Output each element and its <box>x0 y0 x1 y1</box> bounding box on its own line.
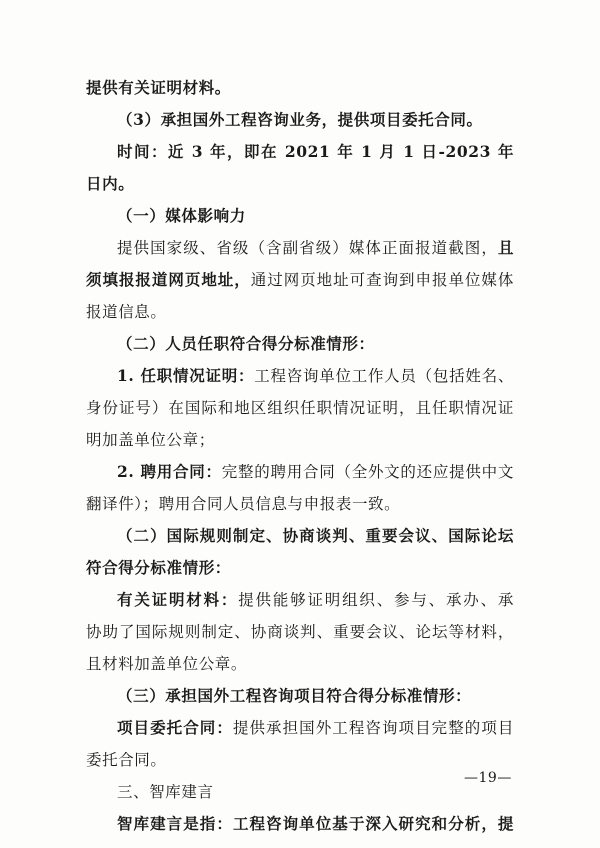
text-regular: 且材料加盖单位公章。 <box>86 655 248 673</box>
text-regular: 完整的聘用合同（全外文的还应提供中文 <box>221 463 514 481</box>
document-body <box>86 72 514 840</box>
text-regular: 委托合同。 <box>86 751 167 769</box>
text-bold: 须填报报道网页地址， <box>86 270 251 289</box>
paragraph-line <box>86 424 514 456</box>
section-heading <box>86 328 514 360</box>
heading-text: （二）国际规则制定、协商谈判、重要会议、国际论坛 <box>117 526 514 545</box>
text-regular: 报道信息。 <box>86 303 167 321</box>
paragraph-line <box>86 232 514 264</box>
section-heading <box>86 520 514 552</box>
paragraph-line <box>86 104 514 136</box>
page-number: —19— <box>464 770 512 786</box>
section-heading <box>86 200 514 232</box>
heading-text: （二）人员任职符合得分标准情形： <box>117 334 375 353</box>
section-heading <box>86 776 514 808</box>
text-regular: 提供能够证明组织、参与、承办、承 <box>238 591 514 609</box>
text-bold: 有关证明材料： <box>117 590 239 609</box>
text-bold: 工程咨询单位基于深入研究和分析，提 <box>232 814 514 833</box>
text-bold: 项目委托合同： <box>117 718 233 737</box>
heading-text: 三、智库建言 <box>117 783 214 801</box>
text-bold: 智库建言是指： <box>117 814 233 833</box>
paragraph-line <box>86 296 514 328</box>
text-regular: 协助了国际规则制定、协商谈判、重要会议、论坛等材料， <box>86 623 514 641</box>
text-bold: 且 <box>497 238 514 257</box>
paragraph-line <box>86 72 514 104</box>
text-bold: 时间：近 3 年，即在 2021 年 1 月 1 日-2023 年 <box>117 142 514 161</box>
paragraph-line <box>86 584 514 616</box>
paragraph-line <box>86 744 514 776</box>
text-regular: 身份证号）在国际和地区组织任职情况证明，且任职情况证 <box>86 399 514 417</box>
paragraph-line <box>86 264 514 296</box>
paragraph-line <box>86 168 514 200</box>
text-regular: 提供承担国外工程咨询项目完整的项目 <box>232 719 514 737</box>
heading-text: 符合得分标准情形： <box>86 558 231 577</box>
paragraph-line <box>86 648 514 680</box>
text-regular: 翻译件）；聘用合同人员信息与申报表一致。 <box>86 495 401 513</box>
heading-text: （三）承担国外工程咨询项目符合得分标准情形： <box>117 686 472 705</box>
text-regular: 提供国家级、省级（含副省级）媒体正面报道截图， <box>117 239 498 257</box>
paragraph-line <box>86 360 514 392</box>
heading-text: （一）媒体影响力 <box>117 206 246 225</box>
section-heading <box>86 552 514 584</box>
paragraph-line <box>86 808 514 840</box>
paragraph-line <box>86 456 514 488</box>
text-bold: 提供有关证明材料。 <box>86 78 231 97</box>
paragraph-line <box>86 488 514 520</box>
text-bold: 2. 聘用合同： <box>117 462 222 481</box>
text-bold: 1. 任职情况证明： <box>117 366 255 385</box>
text-regular: 工程咨询单位工作人员（包括姓名、 <box>254 367 514 385</box>
section-heading <box>86 680 514 712</box>
text-regular: 通过网页地址可查询到申报单位媒体 <box>250 271 514 289</box>
paragraph-line <box>86 136 514 168</box>
paragraph-line <box>86 392 514 424</box>
text-regular: 明加盖单位公章； <box>86 431 215 449</box>
paragraph-line <box>86 616 514 648</box>
paragraph-line <box>86 712 514 744</box>
text-bold: （3）承担国外工程咨询业务，提供项目委托合同。 <box>117 110 483 129</box>
text-bold: 日内。 <box>86 174 135 193</box>
